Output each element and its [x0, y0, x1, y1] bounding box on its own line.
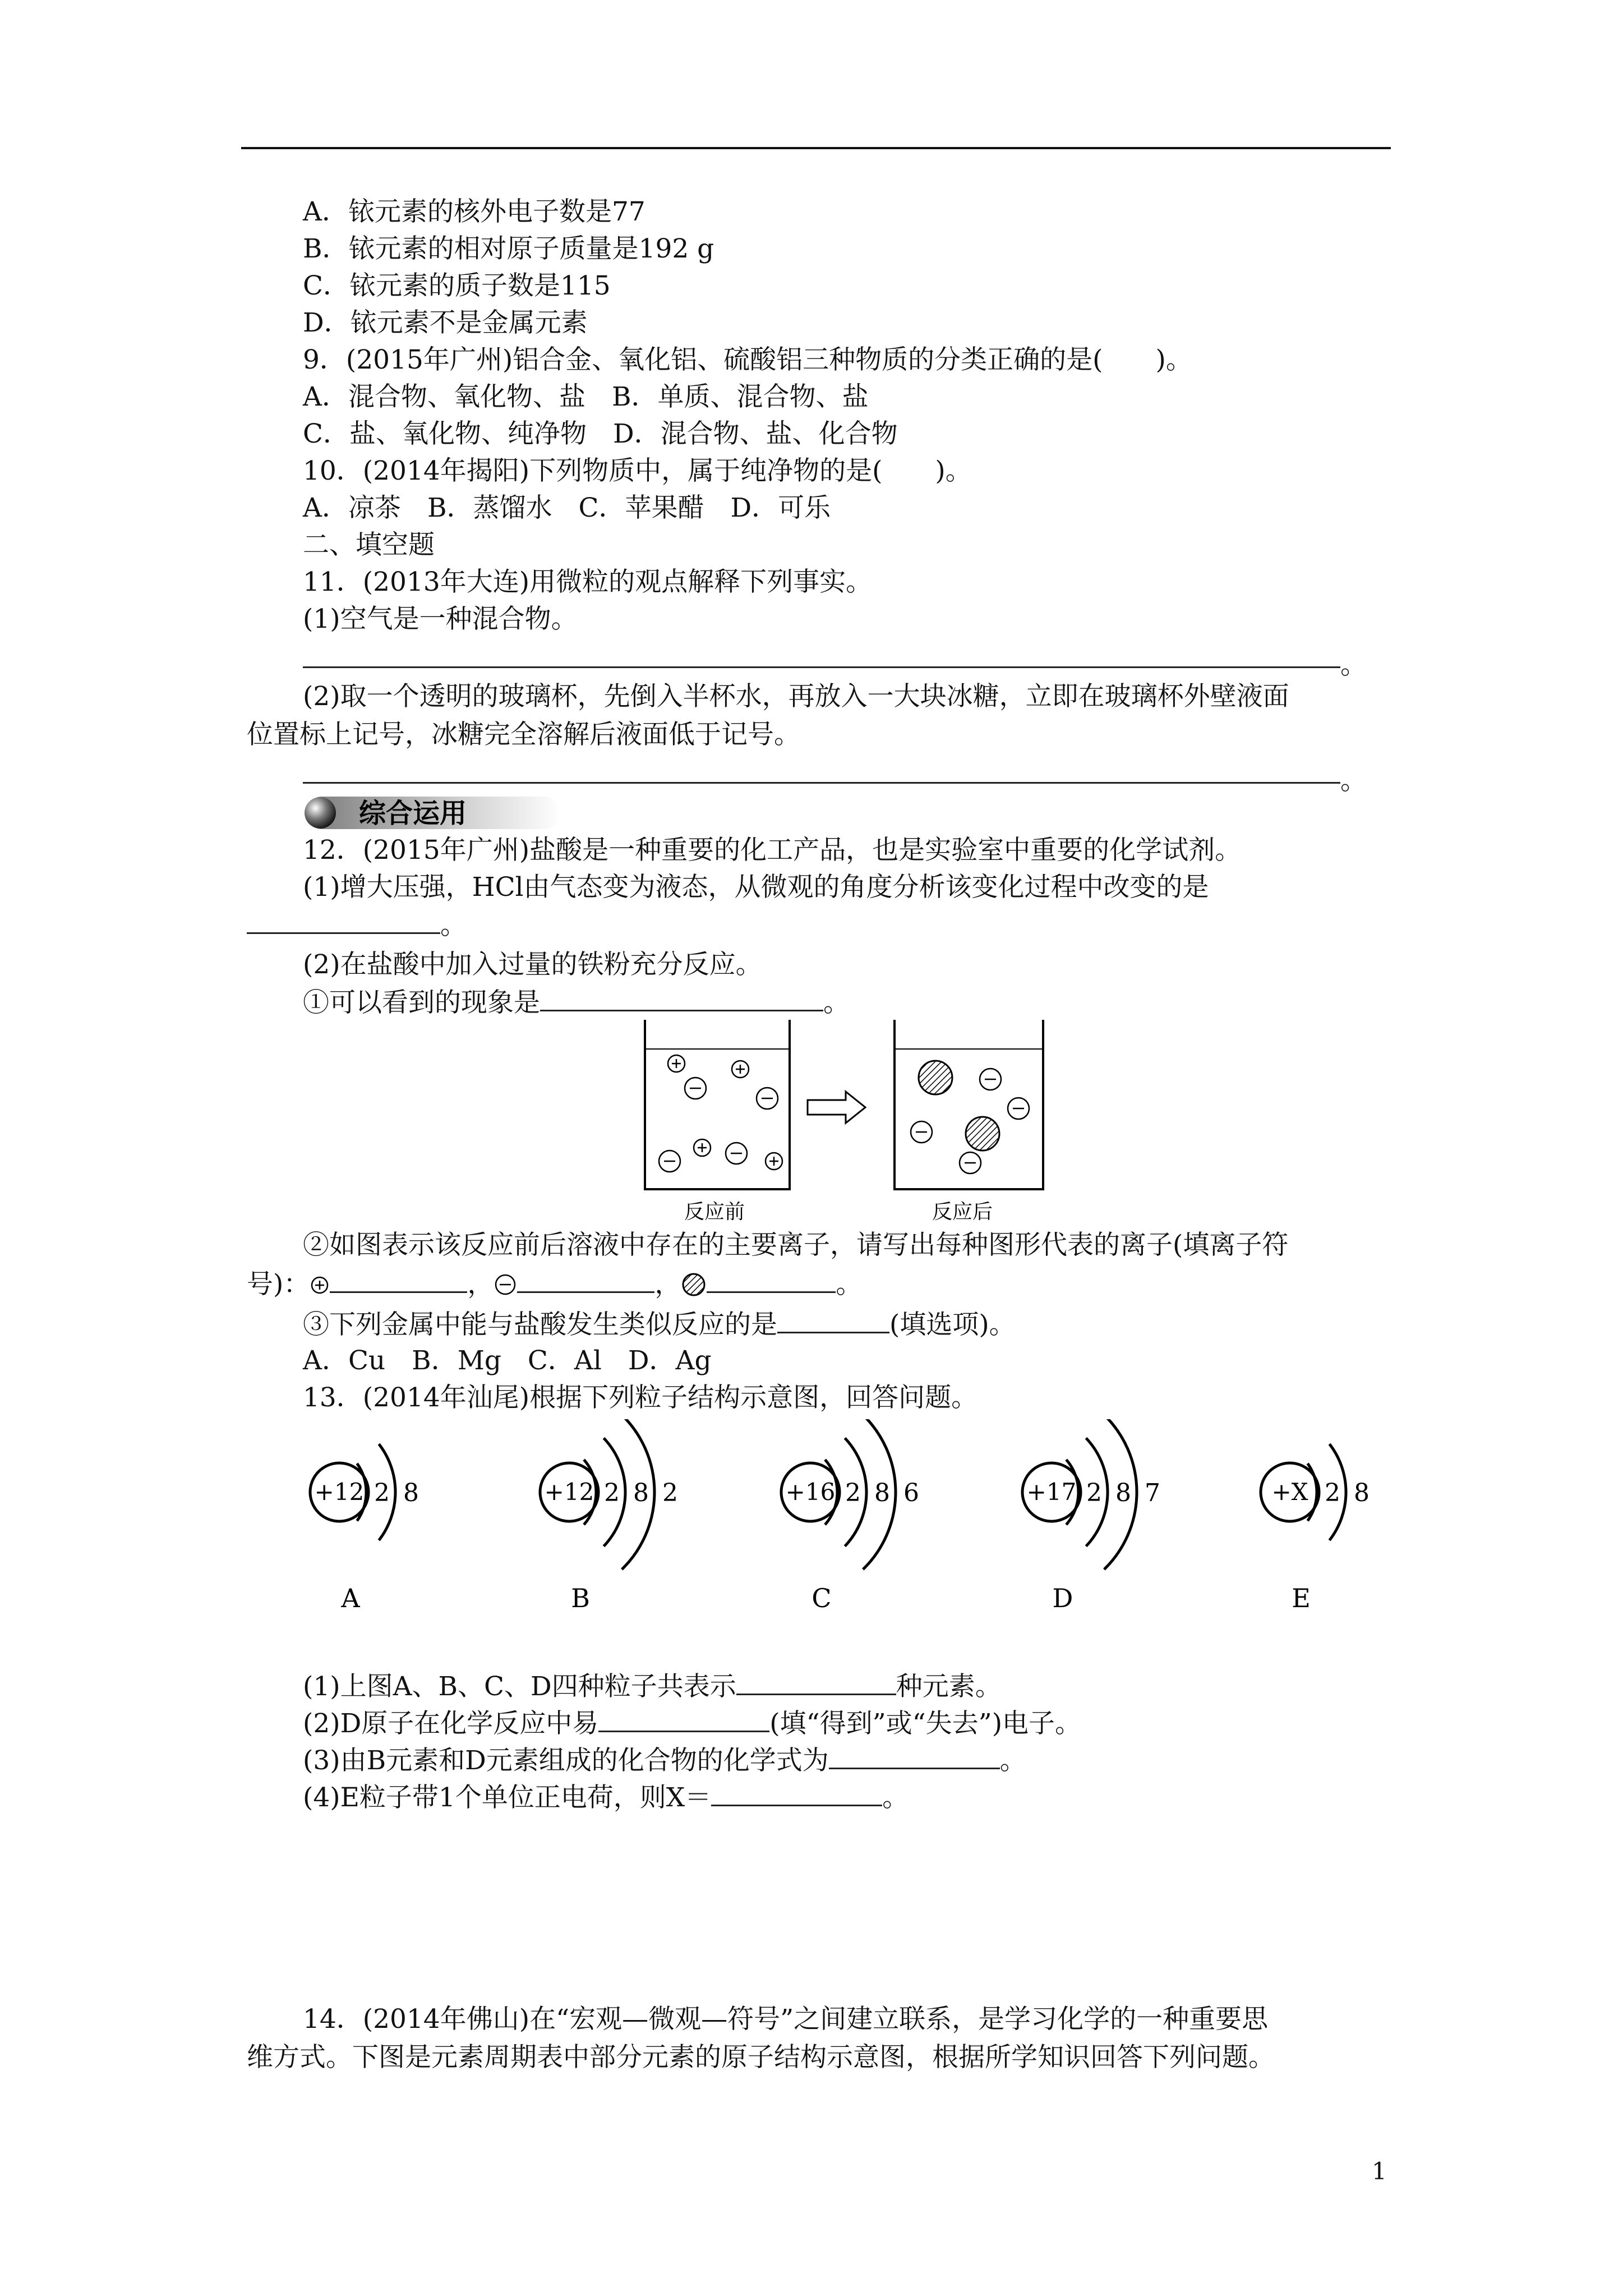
section-heading: 二、填空题 — [303, 530, 435, 560]
q13-p4-line — [303, 1780, 909, 1815]
q12-part2: (2)在盐酸中加入过量的铁粉充分反应。 — [303, 949, 762, 980]
q12-c3-blank[interactable] — [777, 1307, 889, 1333]
shell-electron-count: 2 — [374, 1479, 390, 1507]
q11-answer-line-2[interactable] — [303, 782, 1340, 784]
q12-c2-line2 — [247, 1267, 862, 1301]
particle-label: B — [571, 1583, 590, 1613]
q12-c2-period: 。 — [836, 1269, 863, 1300]
shell-electron-count: 2 — [1325, 1479, 1340, 1507]
q12-part1-blank[interactable] — [247, 908, 440, 934]
nucleus-charge: +X — [1271, 1478, 1308, 1506]
particle-b — [540, 1419, 678, 1613]
q12-stem: 12．(2015年广州)盐酸是一种重要的化工产品，也是实验室中重要的化学试剂。 — [303, 835, 1242, 866]
q11-answer-line-1[interactable] — [303, 666, 1340, 668]
q12-part1-line2 — [247, 908, 467, 942]
q12-c2-line1: ②如图表示该反应前后溶液中存在的主要离子，请写出每种图形代表的离子(填离子符 — [303, 1230, 1289, 1260]
q13-p1-suffix: 种元素。 — [896, 1671, 1002, 1702]
q12-c2-prefix: 号)： — [247, 1269, 310, 1300]
particle-structure-diagrams — [292, 1419, 1413, 1621]
q13-p1-line — [303, 1669, 1002, 1704]
section-banner — [300, 792, 564, 832]
q12-part1-period: 。 — [440, 910, 467, 941]
particle-label: E — [1292, 1583, 1311, 1613]
q12-c3-text: ③下列金属中能与盐酸发生类似反应的是 — [303, 1309, 777, 1340]
q13-p2-line — [303, 1706, 1081, 1741]
q13-stem: 13．(2014年汕尾)根据下列粒子结构示意图，回答问题。 — [303, 1382, 978, 1413]
shell-electron-count: 8 — [874, 1479, 890, 1507]
particle-e — [1261, 1444, 1370, 1613]
q13-p4-text: (4)E粒子带1个单位正电荷，则X＝ — [303, 1782, 712, 1813]
q12-comma-1: ， — [467, 1269, 494, 1300]
shell-electron-count: 8 — [633, 1479, 649, 1507]
q8-option-a: A．铱元素的核外电子数是77 — [303, 196, 645, 227]
shell-electron-count: 6 — [903, 1479, 919, 1507]
q13-p3-text: (3)由B元素和D元素组成的化合物的化学式为 — [303, 1745, 829, 1776]
q10-options: A．凉茶 B．蒸馏水 C．苹果醋 D．可乐 — [303, 493, 831, 523]
label-after: 反应后 — [932, 1200, 993, 1222]
q14-line2: 维方式。下图是元素周期表中部分元素的原子结构示意图，根据所学知识回答下列问题。 — [247, 2042, 1275, 2073]
q13-p2-text: (2)D原子在化学反应中易 — [303, 1708, 599, 1739]
q9-options-1: A．混合物、氧化物、盐 B．单质、混合物、盐 — [303, 381, 869, 412]
page-number: 1 — [1372, 2157, 1387, 2185]
q14-line1: 14．(2014年佛山)在“宏观—微观—符号”之间建立联系，是学习化学的一种重要思 — [303, 2004, 1269, 2035]
header-rule — [241, 147, 1391, 149]
q9-options-2: C．盐、氧化物、纯净物 D．混合物、盐、化合物 — [303, 418, 898, 449]
q12-c1-text: ①可以看到的现象是 — [303, 987, 540, 1018]
q8-option-c: C．铱元素的质子数是115 — [303, 270, 611, 301]
shell-electron-count: 2 — [662, 1479, 678, 1507]
shell-electron-count: 7 — [1145, 1479, 1160, 1507]
q8-option-d: D．铱元素不是金属元素 — [303, 307, 588, 338]
q11-part2-line2: 位置标上记号，冰糖完全溶解后液面低于记号。 — [247, 719, 800, 750]
plus-ion-icon — [310, 1275, 330, 1295]
q13-p2-suffix: (填“得到”或“失去”)电子。 — [769, 1708, 1082, 1739]
q13-p1-blank[interactable] — [736, 1669, 896, 1695]
shell-electron-count: 8 — [1354, 1479, 1370, 1507]
particle-a — [310, 1444, 419, 1613]
q12-c1-blank[interactable] — [540, 985, 823, 1011]
shell-electron-count: 2 — [604, 1479, 620, 1507]
nucleus-charge: +16 — [785, 1478, 836, 1506]
minus-ion-blank[interactable] — [517, 1267, 654, 1293]
minus-ion-icons — [659, 1078, 778, 1172]
nucleus-charge: +17 — [1026, 1478, 1077, 1506]
q13-p1-text: (1)上图A、B、C、D四种粒子共表示 — [303, 1671, 736, 1702]
q11-part1: (1)空气是一种混合物。 — [303, 604, 578, 634]
shell-electron-count: 2 — [1086, 1479, 1102, 1507]
minus-ion-icon — [494, 1273, 517, 1296]
shell-electron-count: 8 — [1115, 1479, 1131, 1507]
q13-p4-suffix: 。 — [882, 1782, 909, 1813]
q11-period-2: 。 — [1340, 765, 1367, 796]
particle-label: C — [811, 1583, 832, 1613]
electron-shell-arc — [1308, 1464, 1317, 1521]
shell-electron-count: 2 — [845, 1479, 861, 1507]
plus-ion-blank[interactable] — [330, 1267, 467, 1293]
reaction-beakers-diagram — [639, 1014, 1077, 1222]
q11-part2-line1: (2)取一个透明的玻璃杯，先倒入半杯水，再放入一大块冰糖，立即在玻璃杯外壁液面 — [303, 681, 1289, 712]
q12-c3-suffix: (填选项)。 — [889, 1309, 1016, 1340]
particle-c — [781, 1419, 919, 1613]
q12-comma-2: ， — [654, 1269, 681, 1300]
q11-period-1: 。 — [1340, 650, 1367, 680]
q8-option-b: B．铱元素的相对原子质量是192 g — [303, 233, 714, 264]
q12-part1-line1: (1)增大压强，HCl由气态变为液态，从微观的角度分析该变化过程中改变的是 — [303, 872, 1209, 903]
q12-options: A．Cu B．Mg C．Al D．Ag — [303, 1345, 712, 1376]
q12-c1-period: 。 — [823, 987, 850, 1018]
q11-stem: 11．(2013年大连)用微粒的观点解释下列事实。 — [303, 567, 873, 597]
reaction-arrow-icon — [808, 1092, 865, 1123]
q13-p3-suffix: 。 — [999, 1745, 1026, 1776]
particle-d — [1022, 1419, 1160, 1613]
q9-stem: 9．(2015年广州)铝合金、氧化铝、硫酸铝三种物质的分类正确的是( )。 — [303, 344, 1192, 375]
banner-ball-icon — [305, 797, 336, 829]
shell-electron-count: 8 — [403, 1479, 419, 1507]
banner-title: 综合运用 — [359, 798, 467, 829]
q13-p4-blank[interactable] — [711, 1780, 882, 1806]
beaker-after — [895, 1020, 1043, 1189]
q13-p3-blank[interactable] — [829, 1743, 1000, 1769]
particle-label: D — [1052, 1583, 1073, 1613]
particle-label: A — [341, 1583, 360, 1613]
hatched-ion-blank[interactable] — [707, 1267, 836, 1293]
q12-c3-line — [303, 1307, 1016, 1342]
q10-stem: 10．(2014年揭阳)下列物质中，属于纯净物的是( )。 — [303, 455, 972, 486]
nucleus-charge: +12 — [544, 1478, 594, 1506]
nucleus-charge: +12 — [314, 1478, 365, 1506]
q13-p2-blank[interactable] — [598, 1706, 769, 1732]
beaker-before — [645, 1020, 790, 1189]
q13-p3-line — [303, 1743, 1026, 1778]
label-before: 反应前 — [684, 1200, 745, 1222]
hatched-ion-icon — [681, 1272, 707, 1297]
